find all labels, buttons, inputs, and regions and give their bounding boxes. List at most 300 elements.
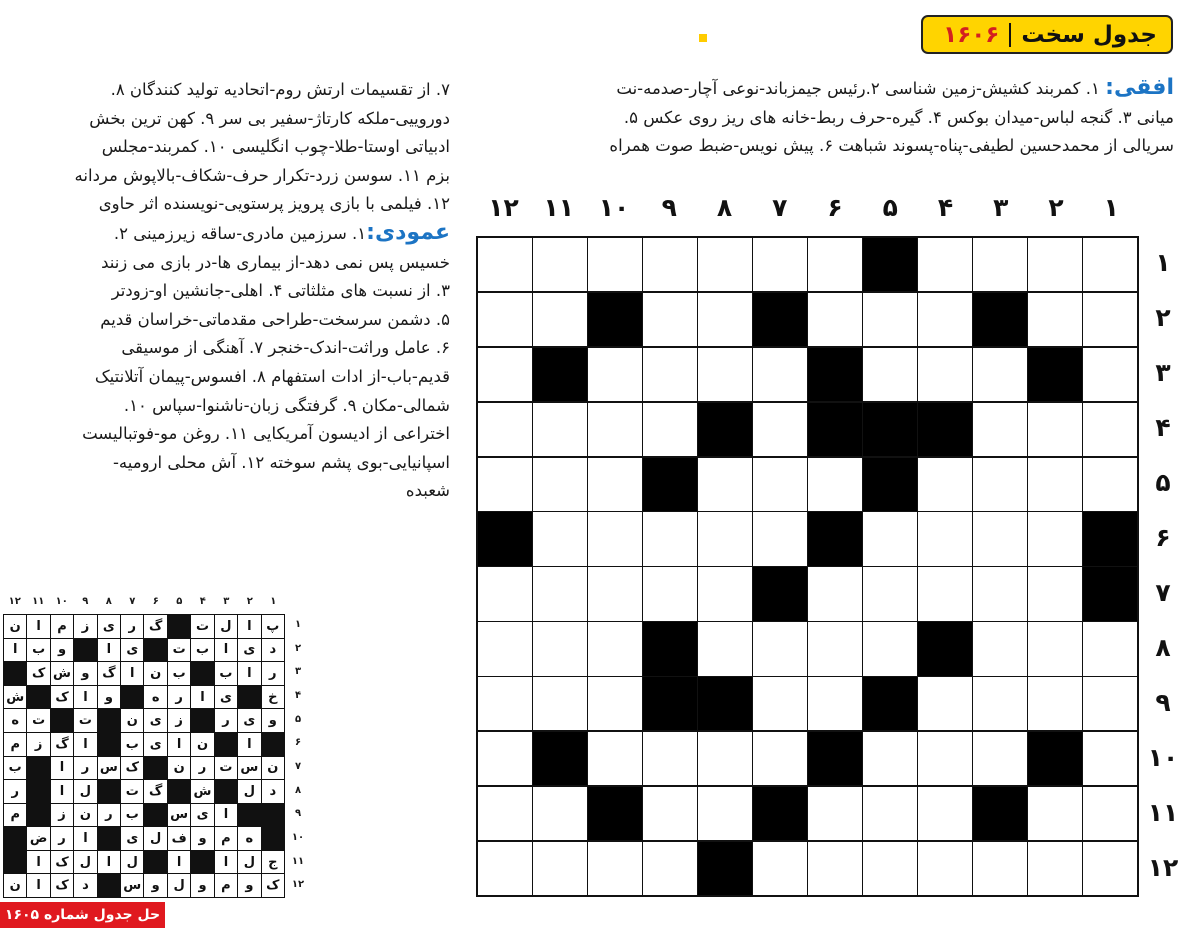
grid-cell[interactable] <box>863 293 917 346</box>
solution-letter: ت <box>215 757 237 780</box>
solution-letter: ز <box>74 615 96 638</box>
grid-cell[interactable] <box>698 293 752 346</box>
row-label: ۲ <box>1155 302 1171 332</box>
solution-black-cell <box>98 709 120 732</box>
solution-letter: ل <box>74 851 96 874</box>
solution-letter: ا <box>121 662 143 685</box>
black-cell <box>643 622 697 675</box>
row-label: ۶ <box>1155 522 1171 552</box>
crossword-grid <box>476 236 1139 897</box>
black-cell <box>863 677 917 730</box>
clue-line: شعبده <box>405 481 450 501</box>
title-divider <box>1009 23 1011 47</box>
grid-cell[interactable] <box>643 842 697 895</box>
grid-cell[interactable] <box>973 348 1027 401</box>
solution-column-label: ۲ <box>246 596 253 607</box>
solution-letter: گ <box>144 615 166 638</box>
down-first-line: عمودی:۱. سرزمین مادری-ساقه زیرزمینی ۲. <box>113 219 450 245</box>
across-clues <box>466 74 1174 174</box>
solution-column-labels <box>3 596 285 610</box>
solution-letter: ک <box>27 662 49 685</box>
solution-letter: ب <box>27 639 49 662</box>
grid-cell[interactable] <box>918 512 972 565</box>
black-cell <box>753 293 807 346</box>
grid-cell[interactable] <box>1083 842 1137 895</box>
grid-cell[interactable] <box>973 458 1027 511</box>
black-cell <box>643 458 697 511</box>
grid-cell[interactable] <box>698 732 752 785</box>
grid-cell[interactable] <box>863 787 917 840</box>
solution-grid <box>3 614 285 898</box>
clue-line: شمالی-مکان ۹. گرفتگی زبان-ناشنوا-سپاس ۱۰. <box>123 395 450 415</box>
solution-letter: و <box>191 827 213 850</box>
clue-line: بزم ۱۱. سوسن زرد-تکرار حرف-شکاف-بالاپوش مردانه <box>74 165 450 185</box>
clue-line: ۱۲. فیلمی با بازی پرویز پرستویی-نویسنده اثر حاوی <box>98 194 450 214</box>
grid-cell[interactable] <box>808 458 862 511</box>
solution-letter: ن <box>168 757 190 780</box>
across-line-2: میانی ۳. گنجه لباس-میدان بوکس ۴. گیره-حرف ربط-خانه های ریز روی عکس ۵. <box>623 107 1174 127</box>
grid-cell[interactable] <box>698 787 752 840</box>
solution-letter: ش <box>4 686 26 709</box>
across-line-3: سریالی از محمدحسین لطیفی-پناه-پسوند شباهت ۶. پیش نویس-ضبط صوت همراه <box>609 136 1174 156</box>
grid-cell[interactable] <box>973 238 1027 291</box>
row-label: ۷ <box>1155 578 1171 608</box>
grid-cell[interactable] <box>643 348 697 401</box>
row-label: ۴ <box>1155 412 1171 442</box>
grid-cell[interactable] <box>918 238 972 291</box>
solution-black-cell <box>168 780 190 803</box>
solution-letter: ا <box>215 639 237 662</box>
solution-letter: ر <box>74 757 96 780</box>
grid-cell[interactable] <box>1083 732 1137 785</box>
grid-cell[interactable] <box>533 403 587 456</box>
black-cell <box>753 567 807 620</box>
solution-letter: ی <box>121 639 143 662</box>
grid-cell[interactable] <box>1083 458 1137 511</box>
solution-black-cell <box>4 851 26 874</box>
puzzle-number: ۱۶۰۶ <box>943 21 1000 48</box>
solution-letter: م <box>4 804 26 827</box>
solution-letter: ر <box>98 804 120 827</box>
black-cell <box>533 348 587 401</box>
solution-black-cell <box>262 827 284 850</box>
grid-cell[interactable] <box>1028 622 1082 675</box>
solution-letter: ت <box>168 639 190 662</box>
solution-black-cell <box>262 733 284 756</box>
grid-cell[interactable] <box>753 622 807 675</box>
solution-letter: ی <box>238 639 260 662</box>
solution-letter: ی <box>144 733 166 756</box>
grid-cell[interactable] <box>588 622 642 675</box>
grid-cell[interactable] <box>643 293 697 346</box>
grid-cell[interactable] <box>1028 677 1082 730</box>
grid-cell[interactable] <box>478 842 532 895</box>
solution-column-label: ۱۲ <box>8 596 21 607</box>
column-label: ۲ <box>1048 193 1064 222</box>
solution-row-label: ۸ <box>294 784 302 796</box>
solution-letter: م <box>215 874 237 897</box>
grid-cell[interactable] <box>808 842 862 895</box>
grid-cell[interactable] <box>863 732 917 785</box>
solution-letter: ر <box>262 662 284 685</box>
grid-cell[interactable] <box>478 348 532 401</box>
solution-letter: ل <box>168 874 190 897</box>
black-cell <box>863 238 917 291</box>
solution-letter: ک <box>262 874 284 897</box>
grid-cell[interactable] <box>973 567 1027 620</box>
black-cell <box>478 512 532 565</box>
column-label: ۱۱ <box>543 193 575 222</box>
solution-letter: خ <box>262 686 284 709</box>
solution-black-cell <box>98 780 120 803</box>
grid-cell[interactable] <box>1028 458 1082 511</box>
grid-cell[interactable] <box>753 348 807 401</box>
grid-cell[interactable] <box>918 348 972 401</box>
grid-cell[interactable] <box>478 567 532 620</box>
grid-cell[interactable] <box>753 403 807 456</box>
grid-cell[interactable] <box>478 458 532 511</box>
solution-row-label: ۱ <box>294 618 302 630</box>
solution-letter: ن <box>4 615 26 638</box>
solution-letter: ی <box>144 709 166 732</box>
grid-cell[interactable] <box>698 622 752 675</box>
grid-cell[interactable] <box>918 458 972 511</box>
solution-letter: پ <box>262 615 284 638</box>
grid-cell[interactable] <box>1028 403 1082 456</box>
grid-cell[interactable] <box>533 622 587 675</box>
row-label: ۱۱ <box>1147 798 1179 828</box>
solution-letter: ت <box>27 709 49 732</box>
solution-letter: ا <box>98 639 120 662</box>
row-label: ۱۰ <box>1147 743 1179 773</box>
solution-black-cell <box>191 851 213 874</box>
clue-line: ۳. از نسبت های مثلثاتی ۴. اهلی-جانشین او-زودتر <box>111 281 450 301</box>
black-cell <box>698 403 752 456</box>
grid-cell[interactable] <box>808 677 862 730</box>
solution-black-cell <box>215 733 237 756</box>
solution-letter: ا <box>27 851 49 874</box>
grid-cell[interactable] <box>1083 238 1137 291</box>
decorative-dot <box>699 34 707 42</box>
grid-cell[interactable] <box>533 458 587 511</box>
grid-cell[interactable] <box>588 842 642 895</box>
black-cell <box>808 403 862 456</box>
grid-cell[interactable] <box>863 567 917 620</box>
grid-cell[interactable] <box>753 732 807 785</box>
solution-letter: ن <box>4 874 26 897</box>
solution-letter: ا <box>27 874 49 897</box>
grid-cell[interactable] <box>863 348 917 401</box>
solution-black-cell <box>191 709 213 732</box>
grid-cell[interactable] <box>533 787 587 840</box>
solution-black-cell <box>262 804 284 827</box>
grid-cell[interactable] <box>918 567 972 620</box>
grid-cell[interactable] <box>478 403 532 456</box>
black-cell <box>863 458 917 511</box>
solution-letter: ب <box>121 733 143 756</box>
solution-letter: ب <box>215 662 237 685</box>
grid-cell[interactable] <box>1083 403 1137 456</box>
grid-cell[interactable] <box>1083 293 1137 346</box>
black-cell <box>1083 567 1137 620</box>
grid-cell[interactable] <box>643 787 697 840</box>
black-cell <box>533 732 587 785</box>
grid-cell[interactable] <box>698 567 752 620</box>
grid-cell[interactable] <box>1028 238 1082 291</box>
grid-cell[interactable] <box>533 567 587 620</box>
solution-letter: ه <box>238 827 260 850</box>
solution-row-label: ۶ <box>294 737 302 749</box>
grid-cell[interactable] <box>918 677 972 730</box>
grid-cell[interactable] <box>1028 512 1082 565</box>
solution-letter: م <box>4 733 26 756</box>
puzzle-title-banner <box>921 15 1173 54</box>
solution-letter: ا <box>168 733 190 756</box>
grid-cell[interactable] <box>643 238 697 291</box>
row-label: ۹ <box>1155 688 1171 718</box>
solution-label: حل جدول شماره ۱۶۰۵ <box>0 902 165 928</box>
solution-letter: ف <box>168 827 190 850</box>
solution-letter: ر <box>121 615 143 638</box>
grid-cell[interactable] <box>478 787 532 840</box>
grid-cell[interactable] <box>918 787 972 840</box>
grid-cell[interactable] <box>478 238 532 291</box>
solution-row-label: ۲ <box>294 642 302 654</box>
solution-row-label: ۱۱ <box>291 855 305 867</box>
solution-letter: ا <box>238 662 260 685</box>
solution-letter: ا <box>4 639 26 662</box>
column-label: ۱۲ <box>488 193 519 222</box>
solution-letter: ا <box>168 851 190 874</box>
grid-cell[interactable] <box>643 567 697 620</box>
grid-cell[interactable] <box>588 512 642 565</box>
solution-row-label: ۷ <box>294 760 302 772</box>
solution-letter: ک <box>51 874 73 897</box>
grid-cell[interactable] <box>643 732 697 785</box>
grid-cell[interactable] <box>808 293 862 346</box>
grid-cell[interactable] <box>698 348 752 401</box>
grid-cell[interactable] <box>643 403 697 456</box>
grid-cell[interactable] <box>588 677 642 730</box>
solution-letter: ل <box>74 780 96 803</box>
solution-letter: ا <box>215 804 237 827</box>
solution-column-label: ۳ <box>223 596 230 607</box>
grid-cell[interactable] <box>1028 842 1082 895</box>
solution-letter: ن <box>74 804 96 827</box>
solution-black-cell <box>51 709 73 732</box>
solution-column-label: ۸ <box>105 596 112 607</box>
solution-letter: ر <box>4 780 26 803</box>
black-cell <box>1028 348 1082 401</box>
grid-cell[interactable] <box>698 238 752 291</box>
grid-cell[interactable] <box>533 842 587 895</box>
grid-cell[interactable] <box>478 677 532 730</box>
solution-letter: ا <box>51 780 73 803</box>
grid-cell[interactable] <box>698 512 752 565</box>
solution-row-label: ۹ <box>294 808 302 820</box>
grid-cell[interactable] <box>918 842 972 895</box>
clue-line: اختراعی از ادیسون آمریکایی ۱۱. روغن مو-فوتبالیست <box>82 424 450 444</box>
grid-cell[interactable] <box>918 293 972 346</box>
clue-line: خسیس پس نمی دهد-از بیماری ها-در بازی می زنند <box>101 252 450 272</box>
grid-cell[interactable] <box>533 677 587 730</box>
grid-cell[interactable] <box>973 403 1027 456</box>
clue-line: اسپانیایی-بوی پشم سوخته ۱۲. آش محلی ارومیه- <box>112 452 450 472</box>
grid-cell[interactable] <box>1028 787 1082 840</box>
grid-cell[interactable] <box>643 512 697 565</box>
grid-cell[interactable] <box>1083 622 1137 675</box>
solution-letter: ر <box>51 827 73 850</box>
solution-letter: ه <box>4 709 26 732</box>
solution-letter: ت <box>121 780 143 803</box>
solution-letter: ا <box>74 733 96 756</box>
solution-column-label: ۶ <box>152 596 159 607</box>
grid-cell[interactable] <box>753 677 807 730</box>
solution-letter: ا <box>74 686 96 709</box>
black-cell <box>808 348 862 401</box>
solution-letter: س <box>121 874 143 897</box>
grid-cell[interactable] <box>478 732 532 785</box>
solution-row-label: ۳ <box>294 666 302 678</box>
solution-letter: ا <box>74 827 96 850</box>
solution-letter: د <box>262 639 284 662</box>
solution-letter: ض <box>27 827 49 850</box>
solution-black-cell <box>98 733 120 756</box>
solution-letter: ز <box>27 733 49 756</box>
grid-cell[interactable] <box>973 677 1027 730</box>
grid-cell[interactable] <box>1083 677 1137 730</box>
solution-letter: س <box>168 804 190 827</box>
solution-row-label: ۱۲ <box>291 879 305 891</box>
black-cell <box>863 403 917 456</box>
grid-cell[interactable] <box>973 512 1027 565</box>
grid-cell[interactable] <box>478 622 532 675</box>
solution-letter: ل <box>144 827 166 850</box>
row-label: ۸ <box>1155 633 1171 663</box>
solution-letter: و <box>144 874 166 897</box>
solution-letter: ب <box>191 639 213 662</box>
grid-cell[interactable] <box>753 512 807 565</box>
grid-cell[interactable] <box>753 842 807 895</box>
solution-column-label: ۱۱ <box>32 596 45 607</box>
column-label: ۵ <box>882 193 898 222</box>
grid-cell[interactable] <box>918 732 972 785</box>
grid-cell[interactable] <box>863 842 917 895</box>
solution-letter: ن <box>262 757 284 780</box>
black-cell <box>808 732 862 785</box>
solution-black-cell <box>27 686 49 709</box>
solution-letter: گ <box>51 733 73 756</box>
column-label: ۶ <box>827 193 843 222</box>
solution-black-cell <box>27 804 49 827</box>
solution-letter: ا <box>215 851 237 874</box>
grid-cell[interactable] <box>533 238 587 291</box>
solution-letter: س <box>98 757 120 780</box>
solution-row-label: ۴ <box>294 689 302 701</box>
grid-cell[interactable] <box>753 238 807 291</box>
puzzle-title: جدول سخت <box>1021 21 1157 48</box>
column-label: ۴ <box>937 193 954 222</box>
column-label: ۹ <box>661 193 677 222</box>
solution-column-label: ۹ <box>82 596 89 607</box>
grid-cell[interactable] <box>863 622 917 675</box>
grid-cell[interactable] <box>863 512 917 565</box>
grid-cell[interactable] <box>973 842 1027 895</box>
solution-letter: گ <box>144 780 166 803</box>
column-label: ۳ <box>993 193 1009 222</box>
solution-letter: ش <box>51 662 73 685</box>
grid-cell[interactable] <box>588 567 642 620</box>
row-label: ۵ <box>1155 467 1171 497</box>
grid-cell[interactable] <box>808 787 862 840</box>
solution-column-label: ۱ <box>270 596 277 607</box>
grid-cell[interactable] <box>588 403 642 456</box>
grid-cell[interactable] <box>588 238 642 291</box>
grid-cell[interactable] <box>1083 348 1137 401</box>
across-header: افقی: <box>1105 75 1174 100</box>
grid-cell[interactable] <box>588 458 642 511</box>
clue-line: دوروییی-ملکه کارتاژ-سفیر بی سر ۹. کهن ترین بخش <box>89 108 450 128</box>
clue-line: ۶. عامل وراثت-اندک-خنجر ۷. آهنگی از موسیقی <box>121 338 450 358</box>
solution-letter: ن <box>144 662 166 685</box>
solution-black-cell <box>238 686 260 709</box>
solution-letter: ل <box>121 851 143 874</box>
solution-black-cell <box>4 827 26 850</box>
clue-line: ۷. از تقسیمات ارتش روم-اتحادیه تولید کنندگان ۸. <box>110 80 450 99</box>
solution-letter: ب <box>121 804 143 827</box>
solution-black-cell <box>215 780 237 803</box>
solution-black-cell <box>144 639 166 662</box>
grid-cell[interactable] <box>808 238 862 291</box>
grid-cell[interactable] <box>533 293 587 346</box>
grid-cell[interactable] <box>973 732 1027 785</box>
grid-cell[interactable] <box>698 458 752 511</box>
grid-cell[interactable] <box>1028 567 1082 620</box>
grid-cell[interactable] <box>753 458 807 511</box>
solution-column-label: ۴ <box>199 596 206 607</box>
clues-continued <box>0 76 450 596</box>
grid-cell[interactable] <box>808 567 862 620</box>
solution-column-label: ۱۰ <box>55 596 68 607</box>
black-cell <box>698 842 752 895</box>
solution-letter: و <box>262 709 284 732</box>
black-cell <box>1028 732 1082 785</box>
grid-cell[interactable] <box>478 293 532 346</box>
solution-letter: ا <box>191 686 213 709</box>
clue-line: ادبیاتی اوستا-طلا-چوب انگلیسی ۱۰. کمربند-مجلس <box>101 137 450 157</box>
grid-cell[interactable] <box>533 512 587 565</box>
grid-cell[interactable] <box>973 622 1027 675</box>
grid-cell[interactable] <box>1083 787 1137 840</box>
black-cell <box>1083 512 1137 565</box>
solution-letter: ت <box>74 709 96 732</box>
solution-column-label: ۷ <box>129 596 136 607</box>
solution-black-cell <box>238 804 260 827</box>
solution-letter: ا <box>238 733 260 756</box>
solution-black-cell <box>98 827 120 850</box>
black-cell <box>973 293 1027 346</box>
grid-cell[interactable] <box>588 732 642 785</box>
black-cell <box>588 787 642 840</box>
grid-cell[interactable] <box>808 622 862 675</box>
black-cell <box>753 787 807 840</box>
solution-letter: د <box>74 874 96 897</box>
solution-letter: و <box>98 686 120 709</box>
grid-cell[interactable] <box>1028 293 1082 346</box>
grid-cell[interactable] <box>588 348 642 401</box>
clue-line: ۵. دشمن سرسخت-طراحی مقدماتی-خراسان قدیم <box>100 309 450 329</box>
solution-black-cell <box>74 639 96 662</box>
